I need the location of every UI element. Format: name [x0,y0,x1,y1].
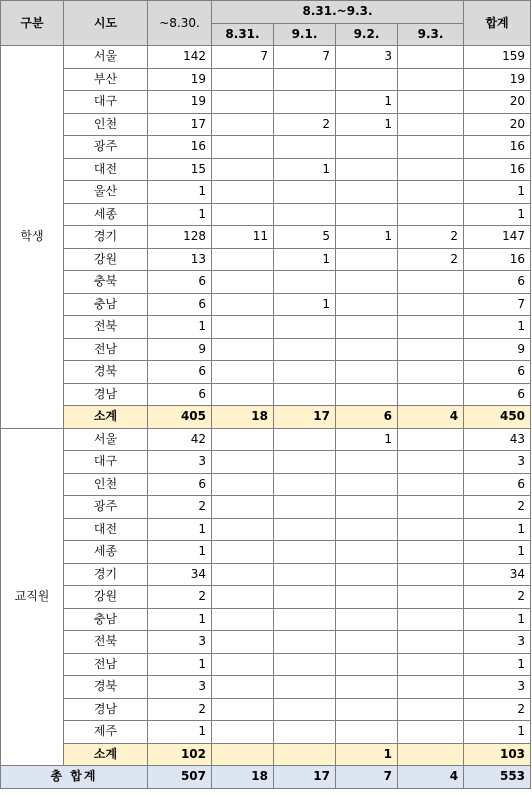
value-cell-d1 [212,563,274,586]
value-cell-total: 7 [464,293,531,316]
header-total: 합계 [464,1,531,46]
value-cell-before: 6 [148,473,212,496]
region-cell: 충남 [64,608,148,631]
value-cell-d4 [398,631,464,654]
region-cell: 전북 [64,316,148,339]
value-cell-d3: 1 [336,428,398,451]
subtotal-value-d3: 1 [336,743,398,766]
subtotal-row [1,743,531,766]
value-cell-d4 [398,46,464,69]
value-cell-d3: 1 [336,226,398,249]
header-day: 9.3. [398,23,464,46]
value-cell-d4 [398,451,464,474]
region-cell: 충남 [64,293,148,316]
grand-total-value-d1: 18 [212,766,274,789]
value-cell-d3 [336,361,398,384]
region-cell: 광주 [64,136,148,159]
region-cell: 부산 [64,68,148,91]
value-cell-total: 43 [464,428,531,451]
grand-total-label: 총 합계 [1,766,148,789]
value-cell-d3 [336,698,398,721]
value-cell-d1 [212,428,274,451]
value-cell-d1 [212,721,274,744]
value-cell-d2 [274,608,336,631]
value-cell-before: 42 [148,428,212,451]
value-cell-d4 [398,136,464,159]
value-cell-d2 [274,721,336,744]
value-cell-total: 2 [464,586,531,609]
value-cell-d2 [274,496,336,519]
header-category: 구분 [1,1,64,46]
table-row [1,541,531,564]
value-cell-d4 [398,473,464,496]
table-row [1,46,531,69]
value-cell-before: 6 [148,293,212,316]
value-cell-before: 6 [148,361,212,384]
value-cell-d1: 7 [212,46,274,69]
value-cell-d2 [274,676,336,699]
value-cell-before: 1 [148,721,212,744]
value-cell-d3 [336,248,398,271]
value-cell-d1 [212,181,274,204]
value-cell-d1 [212,203,274,226]
value-cell-d4 [398,721,464,744]
subtotal-value-d2 [274,743,336,766]
table-row [1,68,531,91]
region-cell: 대구 [64,451,148,474]
table-row [1,451,531,474]
value-cell-d1 [212,158,274,181]
value-cell-total: 1 [464,181,531,204]
value-cell-before: 9 [148,338,212,361]
region-cell: 대구 [64,91,148,114]
value-cell-d4 [398,91,464,114]
value-cell-d4 [398,271,464,294]
value-cell-d3 [336,158,398,181]
value-cell-d4 [398,563,464,586]
value-cell-d2 [274,586,336,609]
value-cell-d3 [336,271,398,294]
value-cell-d3 [336,136,398,159]
group-label: 학생 [1,46,64,429]
value-cell-d2: 2 [274,113,336,136]
value-cell-d1 [212,316,274,339]
value-cell-d2 [274,518,336,541]
value-cell-before: 19 [148,91,212,114]
value-cell-d2 [274,473,336,496]
subtotal-label: 소계 [64,743,148,766]
value-cell-d1 [212,586,274,609]
value-cell-d3 [336,181,398,204]
region-cell: 인천 [64,473,148,496]
value-cell-d4 [398,518,464,541]
region-cell: 대전 [64,518,148,541]
table-row [1,631,531,654]
value-cell-d3: 3 [336,46,398,69]
value-cell-d3 [336,653,398,676]
value-cell-before: 1 [148,518,212,541]
value-cell-d2: 5 [274,226,336,249]
value-cell-d2 [274,136,336,159]
table-row [1,226,531,249]
table-row [1,676,531,699]
value-cell-d4 [398,203,464,226]
value-cell-before: 1 [148,203,212,226]
value-cell-d4 [398,158,464,181]
value-cell-d4 [398,496,464,519]
value-cell-total: 34 [464,563,531,586]
value-cell-before: 142 [148,46,212,69]
value-cell-d1 [212,113,274,136]
value-cell-total: 16 [464,248,531,271]
table-row [1,361,531,384]
value-cell-d4 [398,698,464,721]
value-cell-d3 [336,721,398,744]
value-cell-total: 1 [464,608,531,631]
region-cell: 서울 [64,428,148,451]
subtotal-value-before: 102 [148,743,212,766]
value-cell-before: 1 [148,316,212,339]
value-cell-before: 6 [148,271,212,294]
value-cell-before: 2 [148,586,212,609]
header-day: 9.1. [274,23,336,46]
value-cell-d1 [212,653,274,676]
value-cell-total: 20 [464,91,531,114]
table-row [1,698,531,721]
value-cell-before: 2 [148,698,212,721]
value-cell-d4 [398,676,464,699]
value-cell-before: 2 [148,496,212,519]
value-cell-total: 20 [464,113,531,136]
value-cell-d4 [398,586,464,609]
value-cell-d4: 2 [398,226,464,249]
table-row [1,518,531,541]
value-cell-total: 16 [464,158,531,181]
table-row [1,91,531,114]
table-row [1,293,531,316]
value-cell-total: 2 [464,496,531,519]
subtotal-value-before: 405 [148,406,212,429]
value-cell-d4 [398,181,464,204]
table-row [1,608,531,631]
value-cell-d1 [212,293,274,316]
subtotal-value-d4: 4 [398,406,464,429]
table-row [1,721,531,744]
value-cell-d1 [212,361,274,384]
table-row [1,563,531,586]
table-row [1,248,531,271]
value-cell-d4 [398,68,464,91]
region-cell: 서울 [64,46,148,69]
value-cell-d3 [336,676,398,699]
table-row [1,136,531,159]
subtotal-row [1,406,531,429]
value-cell-d4 [398,383,464,406]
value-cell-d2 [274,541,336,564]
value-cell-total: 1 [464,518,531,541]
value-cell-before: 3 [148,676,212,699]
value-cell-d2: 1 [274,293,336,316]
region-cell: 충북 [64,271,148,294]
value-cell-before: 1 [148,653,212,676]
value-cell-d2 [274,181,336,204]
value-cell-d2 [274,338,336,361]
value-cell-d3 [336,203,398,226]
value-cell-before: 1 [148,541,212,564]
value-cell-d3 [336,608,398,631]
value-cell-total: 1 [464,203,531,226]
subtotal-value-d1 [212,743,274,766]
value-cell-d3 [336,473,398,496]
value-cell-d1 [212,383,274,406]
value-cell-d2 [274,361,336,384]
header-period: 8.31.~9.3. [212,1,464,24]
value-cell-d1 [212,91,274,114]
value-cell-d2 [274,68,336,91]
header-before: ~8.30. [148,1,212,46]
value-cell-d3 [336,563,398,586]
value-cell-total: 6 [464,473,531,496]
subtotal-value-d2: 17 [274,406,336,429]
value-cell-total: 6 [464,361,531,384]
table-header [1,1,531,46]
region-cell: 세종 [64,541,148,564]
value-cell-d3 [336,383,398,406]
value-cell-before: 15 [148,158,212,181]
table-row [1,586,531,609]
value-cell-total: 6 [464,271,531,294]
value-cell-d1: 11 [212,226,274,249]
value-cell-d2 [274,653,336,676]
value-cell-d2: 1 [274,158,336,181]
region-cell: 강원 [64,248,148,271]
region-cell: 경북 [64,676,148,699]
value-cell-d1 [212,338,274,361]
table-row [1,496,531,519]
grand-total-value-total: 553 [464,766,531,789]
grand-total-value-d4: 4 [398,766,464,789]
region-cell: 강원 [64,586,148,609]
region-cell: 경기 [64,563,148,586]
value-cell-total: 3 [464,676,531,699]
value-cell-d4 [398,541,464,564]
value-cell-d2 [274,203,336,226]
grand-total-value-d2: 17 [274,766,336,789]
grand-total-value-d3: 7 [336,766,398,789]
value-cell-before: 1 [148,181,212,204]
value-cell-d2 [274,631,336,654]
value-cell-before: 34 [148,563,212,586]
table-row [1,428,531,451]
value-cell-before: 1 [148,608,212,631]
grand-total-row [1,766,531,789]
value-cell-before: 19 [148,68,212,91]
subtotal-label: 소계 [64,406,148,429]
value-cell-d1 [212,698,274,721]
value-cell-d3 [336,518,398,541]
value-cell-before: 17 [148,113,212,136]
table-body [1,46,531,789]
region-cell: 대전 [64,158,148,181]
region-cell: 경남 [64,698,148,721]
region-cell: 제주 [64,721,148,744]
value-cell-before: 3 [148,631,212,654]
value-cell-d1 [212,451,274,474]
value-cell-d4 [398,338,464,361]
value-cell-d1 [212,676,274,699]
subtotal-value-d3: 6 [336,406,398,429]
value-cell-d4 [398,293,464,316]
value-cell-d2 [274,451,336,474]
value-cell-d3 [336,338,398,361]
table-row [1,203,531,226]
value-cell-d1 [212,518,274,541]
value-cell-d2 [274,698,336,721]
value-cell-d4 [398,428,464,451]
value-cell-d4 [398,608,464,631]
table-row [1,338,531,361]
value-cell-d1 [212,473,274,496]
value-cell-d2 [274,91,336,114]
value-cell-d3 [336,496,398,519]
table-row [1,158,531,181]
subtotal-value-total: 103 [464,743,531,766]
value-cell-total: 6 [464,383,531,406]
table-row [1,653,531,676]
region-cell: 경북 [64,361,148,384]
value-cell-total: 3 [464,451,531,474]
table-row [1,383,531,406]
value-cell-d3 [336,631,398,654]
value-cell-d1 [212,541,274,564]
value-cell-d1 [212,496,274,519]
value-cell-before: 6 [148,383,212,406]
value-cell-d4 [398,653,464,676]
value-cell-before: 3 [148,451,212,474]
value-cell-d1 [212,136,274,159]
region-cell: 경남 [64,383,148,406]
region-cell: 울산 [64,181,148,204]
value-cell-d3: 1 [336,113,398,136]
value-cell-d2 [274,383,336,406]
header-region: 시도 [64,1,148,46]
value-cell-total: 1 [464,721,531,744]
value-cell-d1 [212,248,274,271]
value-cell-d2 [274,316,336,339]
value-cell-d1 [212,68,274,91]
value-cell-d3 [336,586,398,609]
value-cell-d2: 7 [274,46,336,69]
header-day: 9.2. [336,23,398,46]
value-cell-total: 147 [464,226,531,249]
value-cell-d3: 1 [336,91,398,114]
value-cell-d3 [336,68,398,91]
value-cell-d2 [274,563,336,586]
group-label: 교직원 [1,428,64,766]
value-cell-d4: 2 [398,248,464,271]
value-cell-d2 [274,428,336,451]
region-cell: 전북 [64,631,148,654]
value-cell-total: 3 [464,631,531,654]
region-cell: 광주 [64,496,148,519]
table-row [1,316,531,339]
value-cell-before: 16 [148,136,212,159]
value-cell-d3 [336,316,398,339]
region-cell: 인천 [64,113,148,136]
value-cell-d1 [212,608,274,631]
table-row [1,473,531,496]
value-cell-total: 1 [464,316,531,339]
region-cell: 경기 [64,226,148,249]
value-cell-before: 13 [148,248,212,271]
value-cell-d3 [336,451,398,474]
value-cell-total: 1 [464,541,531,564]
value-cell-d4 [398,113,464,136]
value-cell-d3 [336,293,398,316]
value-cell-total: 1 [464,653,531,676]
value-cell-total: 2 [464,698,531,721]
value-cell-before: 128 [148,226,212,249]
value-cell-d1 [212,631,274,654]
subtotal-value-total: 450 [464,406,531,429]
region-cell: 전남 [64,338,148,361]
table-row [1,181,531,204]
region-cell: 세종 [64,203,148,226]
table-row [1,271,531,294]
table-row [1,113,531,136]
value-cell-total: 9 [464,338,531,361]
subtotal-value-d4 [398,743,464,766]
value-cell-d1 [212,271,274,294]
value-cell-total: 16 [464,136,531,159]
value-cell-d4 [398,361,464,384]
grand-total-value-before: 507 [148,766,212,789]
value-cell-total: 159 [464,46,531,69]
subtotal-value-d1: 18 [212,406,274,429]
value-cell-d4 [398,316,464,339]
header-day: 8.31. [212,23,274,46]
region-cell: 전남 [64,653,148,676]
value-cell-d3 [336,541,398,564]
value-cell-d2: 1 [274,248,336,271]
value-cell-d2 [274,271,336,294]
value-cell-total: 19 [464,68,531,91]
